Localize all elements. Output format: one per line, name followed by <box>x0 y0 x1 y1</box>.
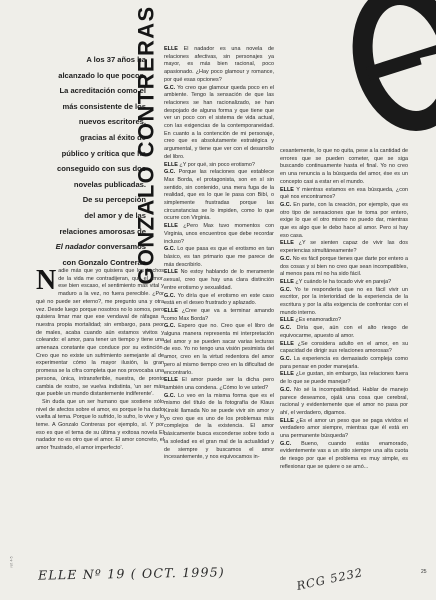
qa-text: No sé la incompatibilidad. Hablar de manejo parece deseamos, ojalá una cosa que cerebral, racional y evidentemente que el amor no pasa por ahí, el verdadero, digamos. <box>280 386 408 416</box>
qa-text: ¿Y cuándo le ha tocado vivir en pareja? <box>295 278 392 285</box>
speaker-label: ELLE <box>164 46 178 52</box>
intro-line: A los 37 años ha <box>86 55 146 64</box>
speaker-label: G.C. <box>164 169 176 176</box>
speaker-label: G.C. <box>164 323 176 330</box>
qa-paragraph <box>164 246 274 269</box>
article-column-1 <box>36 265 164 453</box>
qa-text: Lo que pasa es que el erotismo en tan básico, es tan primario que me parece de más describirlo. <box>164 246 274 268</box>
qa-paragraph <box>164 393 274 462</box>
speaker-label: G.C. <box>280 355 292 362</box>
qa-text: Porque las relaciones que establece Max Borda, el protagonista, son en sí sin sentido, sin contenido, una mera fuga de la realidad, que es lo que le pasa con Bibí, o simplemente frustradas porque las circunstancias se lo impiden, como lo que ocurre con Virginia. <box>164 169 274 222</box>
qa-text: Y mientras estamos en esa búsqueda, ¿con qué nos encontramos? <box>280 186 408 201</box>
qa-paragraph <box>280 187 408 202</box>
handwritten-reference-note: RCG 5232 <box>295 565 365 593</box>
speaker-label: G.C. <box>280 386 292 393</box>
speaker-label: G.C. <box>280 325 292 332</box>
qa-text: ¿Se considera adulto en el amor, en su capacidad de dirigir sus relaciones amorosas? <box>280 340 409 355</box>
qa-paragraph <box>280 387 408 418</box>
speaker-label: ELLE <box>280 371 294 378</box>
speaker-label: ELLE <box>164 307 178 314</box>
article-title-text: GONZALO CONTRERAS <box>134 5 159 285</box>
speaker-label: ELLE <box>280 186 294 193</box>
speaker-label: G.C. <box>164 392 176 399</box>
qa-text: Yo te respondería que no es fácil vivir un escritor, por la interioridad de la experiencia de la escritura y por la alta exigencia de confrontar con el mundo interno. <box>280 286 408 316</box>
intro-line: nuevos escritores, <box>78 117 146 127</box>
qa-paragraph <box>280 325 408 340</box>
intro-line: del amor y de las <box>84 210 146 220</box>
intro-line: más consistente de los <box>62 101 146 111</box>
article-column-2 <box>164 46 274 462</box>
speaker-label: ELLE <box>164 377 178 384</box>
qa-paragraph <box>164 169 274 223</box>
article-column-3 <box>280 148 408 472</box>
qa-text: Lo veo en la misma forma que es el mismo del título de la fotografía de Klaus Kinski llamada No se puede vivir sin amor y yo creo que es uno de los problemas más complejos de la existencia. El amor básicamente busca esconderse sobre todo a la soledad es el gran mal de la actualidad y de siempre y buscamos el amor incesantemente, y nos equivocamos in- <box>164 392 275 461</box>
speaker-label: G.C. <box>280 201 292 208</box>
qa-paragraph <box>164 46 274 85</box>
speaker-label: ELLE <box>280 240 294 247</box>
qa-text: En parte, con la creación, por ejemplo, que es otro tipo de sensaciones que te toma por entero, exige lo que el otro mismo no puedo dar, mientras que es algo que le debo hace al amor. Pero si hay eso casa. <box>280 201 408 239</box>
qa-paragraph <box>280 240 408 255</box>
qa-text: ¿Cree que va a terminar amando como Max Borda? <box>164 307 275 322</box>
elle-e-logo-icon <box>338 0 436 138</box>
intro-line: De su percepción <box>82 195 146 205</box>
qa-paragraph <box>164 377 274 392</box>
qa-paragraph <box>280 418 408 441</box>
body-paragraph: adie más que yo quisiera que los hechos de la vida me contradijeran, que el amor, ese bien escaso, el sentimiento más vital y maduro a la vez, no fuera perecible. ¿Por qué no puede ser eterno?, me pregunto una y otra vez. Desde luego porque nosotros no lo somos, pero quisiera limar mar que ese vendaval de ráfagas a nuestra propia mortalidad; sin embargo, para peor de males, acaba cuando aún estamos vivitos y coleando: el amor, para tener un tiempo y tiene una amenaza constante que conduce por su extinción. Creo que no existe un sufrimiento semejante al de experimentar cómo la mayor ilusión, la gran promesa se la cifra completa que nos provocaba una persona, única, intransferible, nuestra, de pronto cambia de rostro, se vuelva indistinta, 'un ser más que pueble un mundo distantemente indiferente'. <box>36 268 164 398</box>
speaker-label: ELLE <box>280 340 294 347</box>
page-number: 25 <box>421 569 427 575</box>
qa-paragraph <box>280 287 408 318</box>
body-paragraph: Sin duda que un ser humano que sostiene sólo nivel de afectos sobre el amor, es porque le ha dado vuelta al tema. Porque lo sufrido, lo sufro, lo vive y lo teme. A Gonzalo Contreras por ejemplo, sí. Y por eso es que el tema de su última y exitosa novela El nadador no es otro que el amor. El amor concreto, el amor 'frustrado, el amor imperfecto'. <box>36 398 164 452</box>
qa-paragraph <box>164 323 274 377</box>
intro-line: novelas publicadas. <box>73 179 146 189</box>
speaker-label: ELLE <box>280 278 294 285</box>
book-title: El nadador <box>55 242 95 252</box>
speaker-label: ELLE <box>164 269 178 276</box>
qa-paragraph <box>280 202 408 241</box>
dropcap: N <box>36 265 57 296</box>
qa-text: ¿Pero Max tuvo momentos con Virginia, unos encuentros que debe recordar incluso? <box>164 223 274 245</box>
body-paragraph: cesantemente, lo que no quita, pese a la cantidad de errores que se pueden cometer, que se siga buscando continuamente hasta el final. Yo no creo en una renuncia a la búsqueda del amor, ése es un concepto casi a estar en el mundo. <box>280 148 408 185</box>
qa-text: La experiencia es demasiado compleja como para pensar en poder manejarla. <box>280 355 408 370</box>
speaker-label: ELLE <box>164 223 178 230</box>
speaker-label: G.C. <box>164 292 176 299</box>
intro-line: público y crítica que ha <box>61 148 146 158</box>
intro-line: La acreditación como el <box>59 86 146 96</box>
intro-line: El nadador conversamos <box>55 242 146 252</box>
qa-paragraph <box>280 371 408 386</box>
qa-paragraph <box>280 441 408 472</box>
speaker-label: ELLE <box>280 417 294 424</box>
qa-text: ¿Y por qué, sin poco erotismo? <box>179 161 255 168</box>
qa-paragraph <box>280 356 408 371</box>
qa-text: No es fácil porque tienes que darte por entero a dos cosas y si bien no creo que sean incompatibles, al menos para mí no ha sido fácil. <box>280 255 408 278</box>
intro-line: gracias al éxito de <box>80 132 146 142</box>
qa-text: Espero que no. Creo que el libro de alguna manera representa mi interpretación del amor y se pueden sacar varias lecturas de eso. Yo no tengo una visión pesimista del amor, creo en la virtud redentora del amor pero al mismo tiempo creo en la dificultad de encontrarlo. <box>164 323 274 376</box>
intro-line: alcanzado lo que pocos. <box>58 70 146 80</box>
qa-text: ¿Y se sienten capaz de vivir las dos experiencias simultáneamente? <box>280 240 408 255</box>
margin-mark: ref. 4-5 <box>9 556 14 568</box>
qa-paragraph <box>164 269 274 292</box>
qa-text: ¿Le gustan, sin embargo, las relaciones fuera de lo que se puede manejar? <box>280 371 409 386</box>
speaker-label: G.C. <box>164 84 176 91</box>
qa-text: Bueno, cuando estás enamorado, evidentemente vas a un sitio siempre una alta cuota de riesgo por que el problema es muy simple, es reflexionar que se quiere o se amó... <box>280 440 408 470</box>
intro-line: conseguido con sus dos <box>56 164 146 174</box>
qa-text: Diría que, aún con el alto riesgo de equivocarme, apuesto al amor. <box>280 325 408 339</box>
qa-paragraph <box>164 85 274 162</box>
qa-text: Yo creo que glamour queda poco en el ambiente. Tengo la sensación de que las relaciones se han racionalizado, se han despojado de alguna forma y que tiene que ver un poco con el sistema de vida actual, con las exigencias de la contemporaneidad. En cuanto a la contención de mi personaje, creo que es absolutamente estratégica y argumental, y tiene que ver con el desarrollo del libro. <box>164 84 274 160</box>
speaker-label: G.C. <box>280 255 292 262</box>
qa-text: ¿Es enamoradizo? <box>295 317 342 324</box>
qa-paragraph <box>280 317 408 325</box>
qa-paragraph <box>280 279 408 287</box>
qa-text: Yo diría que el erotismo en este caso está en el deseo frustrado y aplazado. <box>164 292 274 307</box>
qa-paragraph <box>164 308 274 323</box>
qa-paragraph <box>280 256 408 279</box>
qa-paragraph <box>164 223 274 246</box>
qa-paragraph <box>164 293 274 308</box>
intro-line: relaciones amorosas de <box>59 226 146 236</box>
qa-text: El nadador es una novela de relaciones afectivas, sin personajes ya mayor, es más bien racional, poco apasionado. ¿Hay poco glamour y romance, por qué esas opciones? <box>164 46 275 83</box>
handwritten-issue-note: ELLE Nº 19 ( OCT. 1995) <box>37 564 226 583</box>
speaker-label: G.C. <box>164 246 176 253</box>
qa-text: No estoy hablando de lo meramente sexual, creo que hay una clara distinción entre erotismo y sexualidad. <box>164 269 274 291</box>
speaker-label: G.C. <box>280 286 292 293</box>
speaker-label: ELLE <box>164 161 178 168</box>
qa-paragraph <box>280 341 408 356</box>
intro-line: con Gonzalo Contreras <box>62 257 146 267</box>
qa-text: El amor puede ser la dicha pero también una condena. ¿Cómo lo ve usted? <box>164 377 274 391</box>
qa-paragraph <box>164 162 274 170</box>
speaker-label: G.C. <box>280 440 292 447</box>
speaker-label: ELLE <box>280 317 294 324</box>
qa-text: ¿Es el amor un peso que se paga vividos el verdadero amor siempre, mientras que él está en una permanente búsqueda? <box>280 417 408 440</box>
